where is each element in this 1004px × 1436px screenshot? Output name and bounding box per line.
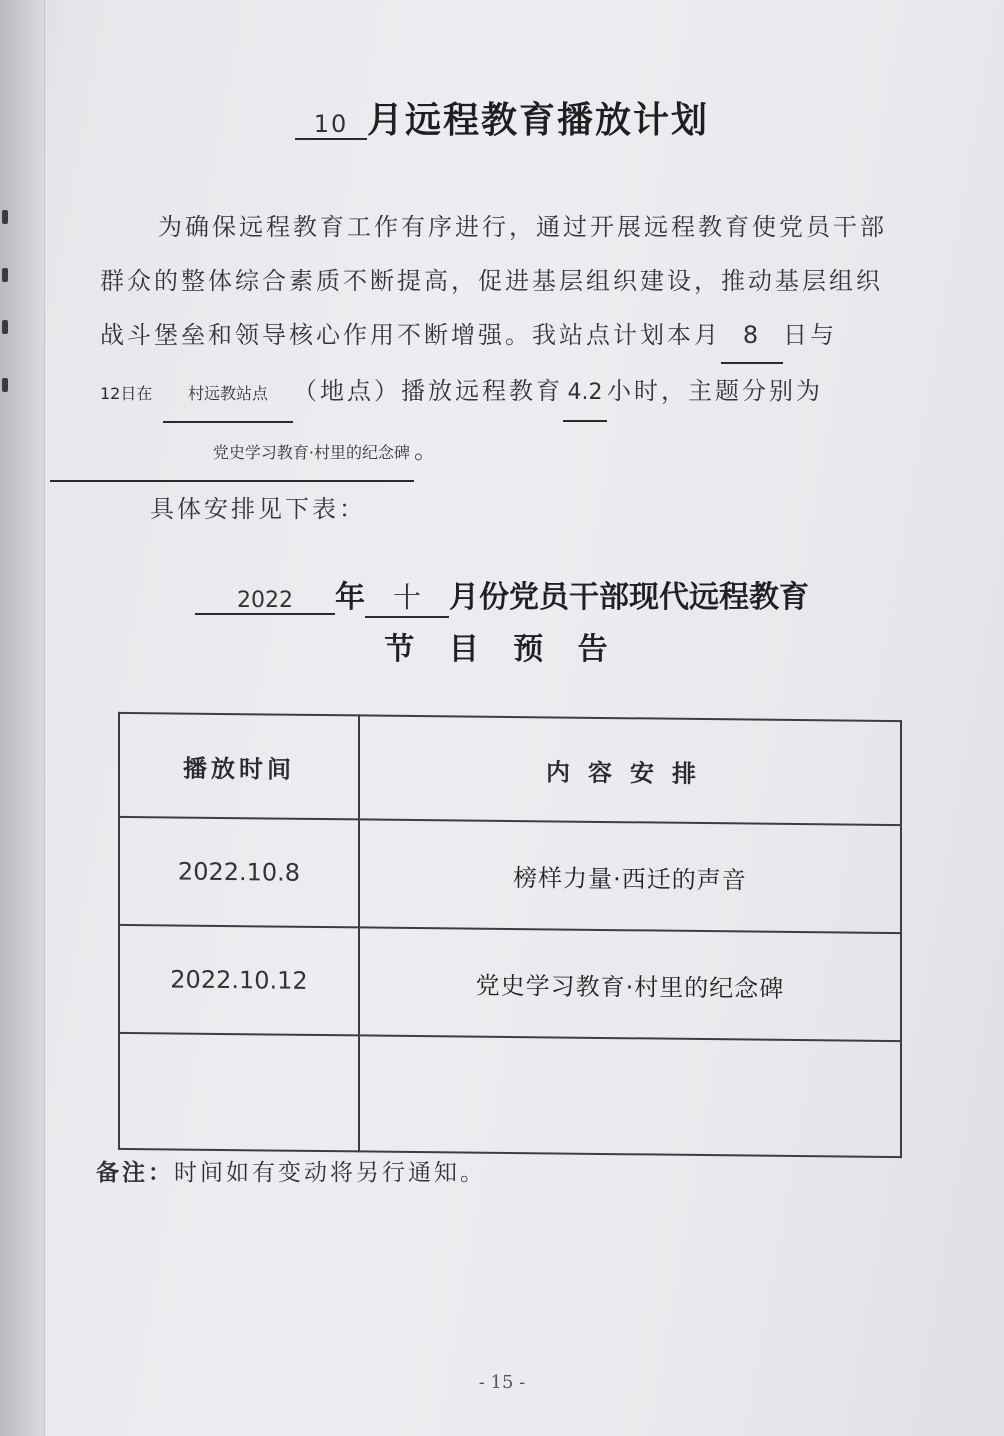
table-row (119, 817, 901, 933)
intro-paragraph (100, 200, 915, 536)
table-row (119, 1033, 901, 1157)
schedule-title-text: 月份党员干部现代远程教育 (449, 580, 809, 615)
edge-mark (2, 378, 8, 392)
schedule-table (118, 712, 902, 1158)
binding-edge (0, 0, 45, 1436)
edge-mark (2, 210, 8, 224)
month-value: 十 (365, 576, 449, 618)
second-date: 12日在 (100, 384, 153, 403)
page-number: - 15 - (478, 1372, 526, 1393)
themes-value: 党史学习教育·村里的纪念碑 (50, 426, 414, 482)
table-row (119, 925, 901, 1041)
edge-mark (2, 268, 8, 282)
year-suffix: 年 (335, 580, 365, 615)
header-content: 内容安排 (359, 715, 901, 825)
edge-mark (2, 320, 8, 334)
page-title (0, 92, 1004, 143)
intro-line: 具体安排见下表： (150, 495, 366, 523)
table-header-row (119, 713, 901, 825)
title-month: 10 (295, 110, 367, 140)
row-content: 党史学习教育·村里的纪念碑 (359, 927, 901, 1041)
intro-line (100, 308, 915, 364)
row-content (359, 1035, 901, 1157)
note-text: 时间如有变动将另行通知。 (174, 1160, 486, 1186)
intro-line (100, 364, 915, 423)
row-content: 榜样力量·西迁的声音 (359, 819, 901, 933)
days-value: 8 (721, 308, 783, 364)
row-date (119, 1033, 359, 1152)
intro-text: 小时，主题分别为 (607, 377, 824, 405)
intro-text: （地点）播放远程教育 (293, 377, 564, 405)
row-date: 2022.10.12 (119, 925, 359, 1036)
schedule-title (0, 572, 1004, 618)
intro-text: 日与 (783, 321, 837, 349)
intro-text: 。 (414, 436, 441, 464)
intro-line: 群众的整体综合素质不断提高，促进基层组织建设，推动基层组织 (100, 267, 883, 295)
location-value: 村远教站点 (163, 367, 293, 423)
header-time: 播放时间 (119, 713, 359, 820)
intro-text: 战斗堡垒和领导核心作用不断增强。我站点计划本月 (100, 321, 721, 349)
intro-line: 为确保远程教育工作有序进行，通过开展远程教育使党员干部 (158, 213, 887, 241)
note-label: 备注： (96, 1160, 174, 1186)
row-date: 2022.10.8 (119, 817, 359, 928)
title-text: 月远程教育播放计划 (366, 100, 709, 141)
schedule-subtitle: 节 目 预 告 (384, 632, 620, 667)
intro-line (50, 423, 915, 482)
footnote (96, 1154, 486, 1187)
year-value: 2022 (195, 588, 335, 615)
hours-value: 4.2 (563, 366, 607, 422)
